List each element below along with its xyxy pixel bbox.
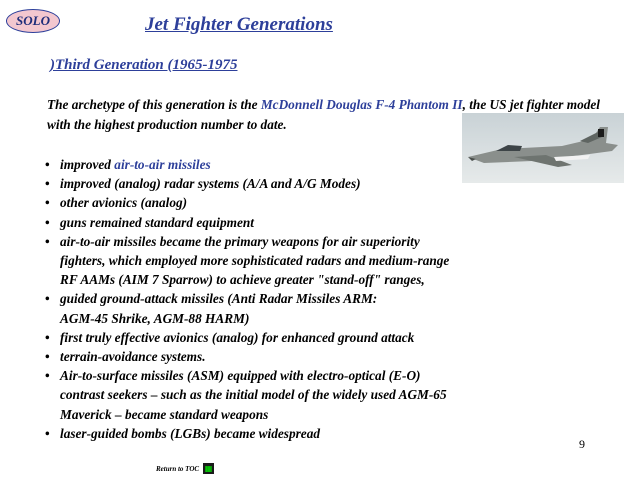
return-to-toc-link[interactable] [156,463,214,474]
list-item-highlight: air-to-air missiles [114,157,211,172]
list-item-line: AGM-45 Shrike, AGM-88 HARM) [60,310,250,326]
intro-text-before: The archetype of this generation is the [47,97,261,112]
list-item [43,347,543,366]
list-item-text: terrain-avoidance systems. [60,349,206,365]
list-item-text: guns remained standard equipment [60,214,254,230]
list-item-text: first truly effective avionics (analog) for enhanced ground attack [60,329,415,345]
list-item-line: Maverick – became standard weapons [60,406,269,422]
bullet-icon: • [45,214,50,230]
bullet-icon: • [45,291,50,307]
section-subtitle[interactable]: )Third Generation (1965-1975 [50,57,238,73]
toc-icon[interactable]: ▦ [204,464,213,473]
list-item-line: fighters, which employed more sophisticated radars and medium-range [60,253,450,269]
bullet-icon: • [45,329,50,345]
list-item [43,366,543,424]
list-item [43,424,543,443]
bullet-icon: • [45,425,50,441]
bullet-icon: • [45,195,50,211]
intro-highlight: McDonnell Douglas F-4 Phantom II [260,97,463,112]
list-item-text: laser-guided bombs (LGBs) became widespread [60,425,320,441]
list-item [43,174,543,193]
feature-list [43,155,543,443]
list-item-line: RF AAMs (AIM 7 Sparrow) to achieve greater "stand-off" ranges, [60,272,425,288]
bullet-icon: • [45,368,50,384]
solo-badge-label: SOLO [16,13,50,28]
intro-text-after: , the US jet fighter model with the highest production number to date. [47,97,600,132]
list-item [43,193,543,212]
list-item-line: air-to-air missiles became the primary weapons for air superiority [60,233,420,249]
return-to-toc-label: Return to TOC [156,464,200,473]
list-item [43,328,543,347]
list-item-line: Air-to-surface missiles (ASM) equipped with electro-optical (E-O) [60,368,421,384]
list-item-line: contrast seekers – such as the initial model of the widely used AGM-65 [60,387,447,403]
page-title: Jet Fighter Generations [145,14,333,35]
list-item-line: guided ground-attack missiles (Anti Radar Missiles ARM: [60,291,378,307]
bullet-icon: • [45,349,50,365]
page-number: 9 [579,437,585,451]
bullet-icon: • [45,233,50,249]
list-item-text: improved (analog) radar systems (A/A and A/G Modes) [60,176,361,192]
bullet-icon: • [45,176,50,192]
bullet-icon: • [45,157,50,172]
list-item [43,213,543,232]
list-item-text: improved [60,157,115,172]
list-item [43,155,543,174]
list-item [43,289,543,327]
solo-badge[interactable] [6,9,60,33]
list-item [43,232,543,290]
list-item-text: other avionics (analog) [60,195,188,211]
